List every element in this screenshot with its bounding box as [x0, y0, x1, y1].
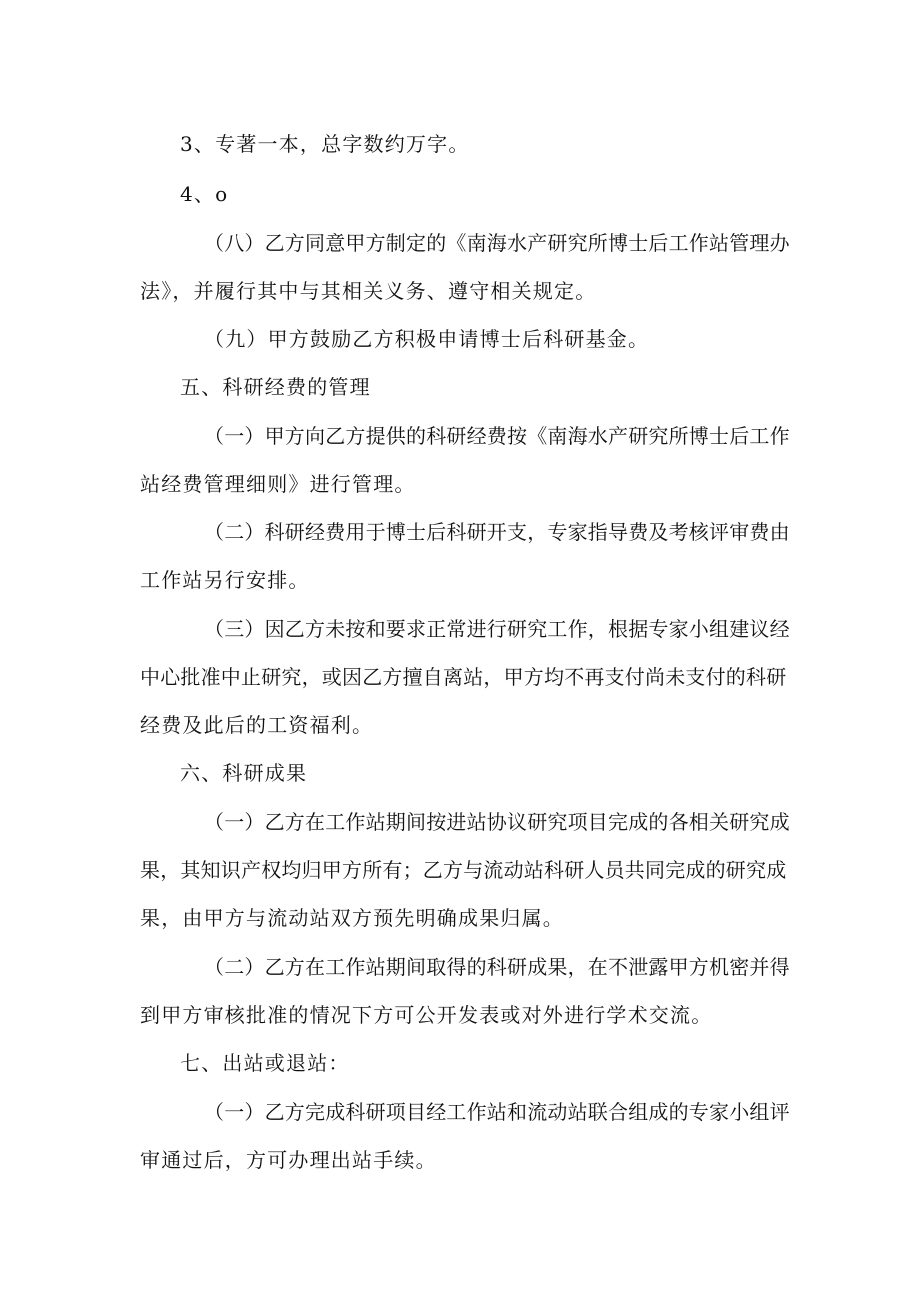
- section-heading-5: 五、科研经费的管理: [180, 375, 371, 399]
- section-5-clause-2-line-1: （二）科研经费用于博士后科研开支，专家指导费及考核评审费由: [204, 520, 790, 544]
- section-6-clause-2-line-1: （二）乙方在工作站期间取得的科研成果，在不泄露甲方机密并得: [204, 955, 790, 979]
- clause-8-line-2: 法》，并履行其中与其相关义务、遵守相关规定。: [140, 279, 597, 303]
- section-6-clause-1-line-3: 果，由甲方与流动站双方预先明确成果归属。: [140, 906, 564, 930]
- section-6-clause-1-line-1: （一）乙方在工作站期间按进站协议研究项目完成的各相关研究成: [204, 810, 790, 834]
- section-6-clause-1-line-2: 果，其知识产权均归甲方所有；乙方与流动站科研人员共同完成的研究成: [140, 858, 787, 882]
- section-6-clause-2-line-2: 到甲方审核批准的情况下方可公开发表或对外进行学术交流。: [140, 1003, 713, 1027]
- clause-9: （九）甲方鼓励乙方积极申请博士后科研基金。: [204, 327, 650, 351]
- clause-8-line-1: （八）乙方同意甲方制定的《南海水产研究所博士后工作站管理办: [204, 231, 790, 255]
- section-5-clause-2-line-2: 工作站另行安排。: [140, 568, 310, 592]
- section-heading-7: 七、出站或退站：: [180, 1051, 350, 1075]
- section-heading-6: 六、科研成果: [180, 761, 308, 785]
- section-7-clause-1-line-2: 审通过后，方可办理出站手续。: [140, 1148, 437, 1172]
- list-item-4: 4、o: [180, 182, 229, 206]
- section-5-clause-1-line-2: 站经费管理细则》进行管理。: [140, 472, 416, 496]
- list-item-3: 3、专著一本，总字数约万字。: [180, 132, 470, 156]
- section-7-clause-1-line-1: （一）乙方完成科研项目经工作站和流动站联合组成的专家小组评: [204, 1100, 790, 1124]
- section-5-clause-3-line-1: （三）因乙方未按和要求正常进行研究工作，根据专家小组建议经: [204, 617, 790, 641]
- section-5-clause-1-line-1: （一）甲方向乙方提供的科研经费按《南海水产研究所博士后工作: [204, 424, 790, 448]
- section-5-clause-3-line-3: 经费及此后的工资福利。: [140, 713, 374, 737]
- section-5-clause-3-line-2: 中心批准中止研究，或因乙方擅自离站，甲方均不再支付尚未支付的科研: [140, 665, 787, 689]
